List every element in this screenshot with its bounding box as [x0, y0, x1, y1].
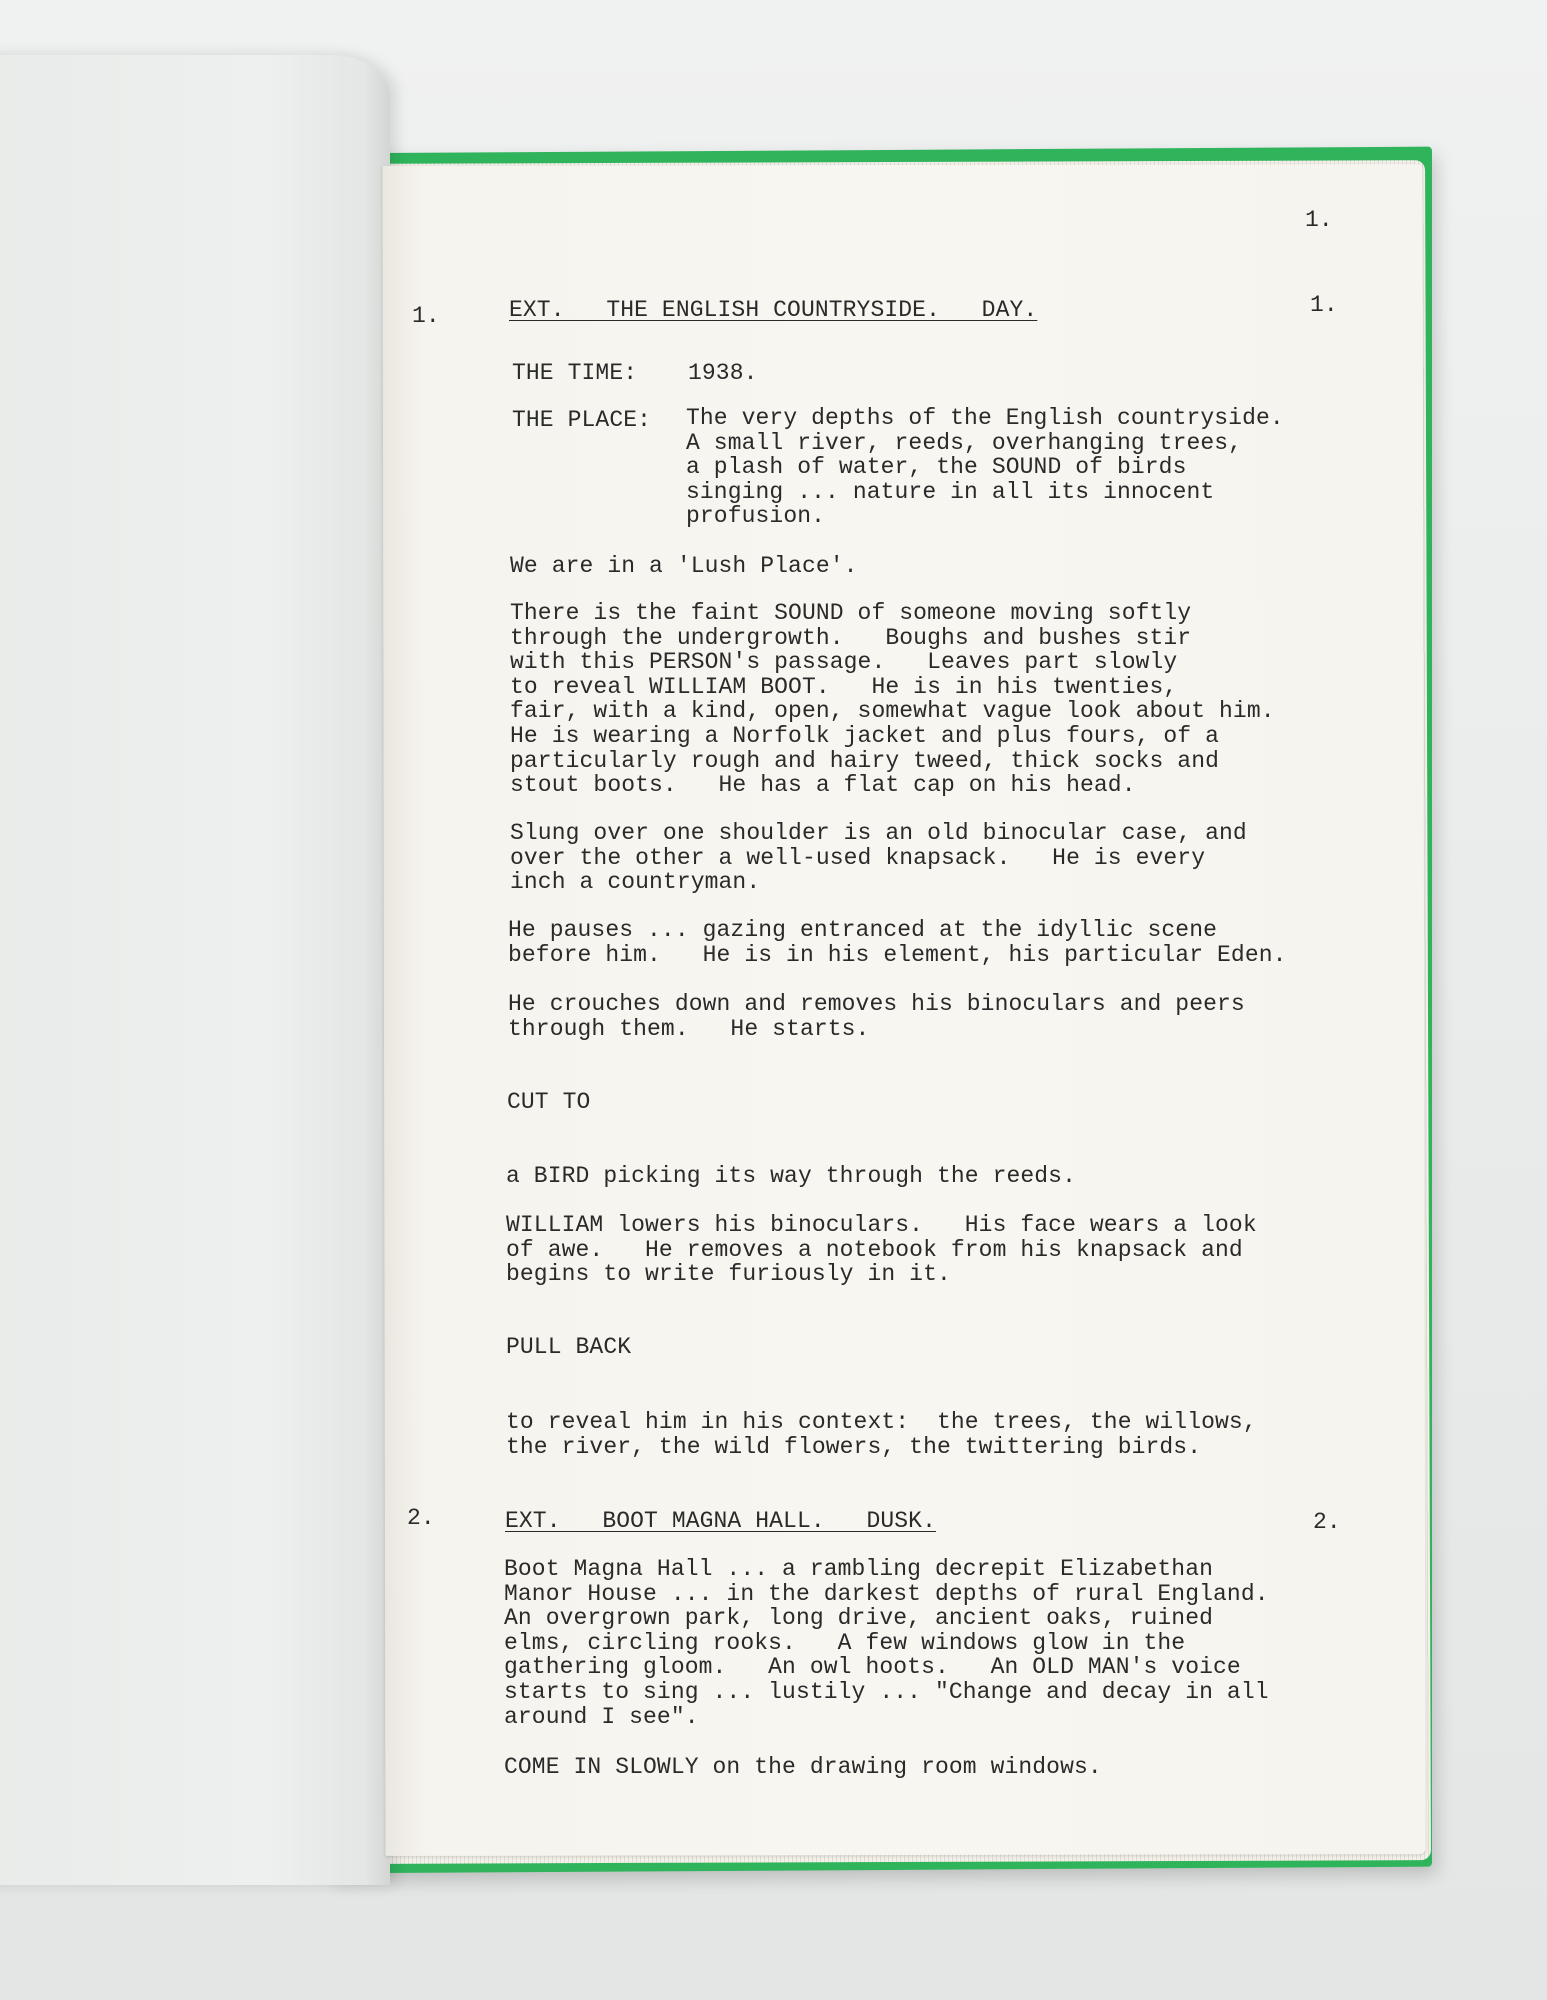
paragraph-line: WILLIAM lowers his binoculars. His face wears a look	[506, 1212, 1257, 1238]
scene1-heading: EXT. THE ENGLISH COUNTRYSIDE. DAY.	[509, 297, 1038, 323]
time-value: 1938.	[688, 360, 758, 386]
paragraph-line: over the other a well-used knapsack. He is every	[510, 844, 1206, 871]
paragraph-line: particularly rough and hairy tweed, thick socks and	[510, 747, 1220, 774]
paragraph-line: stout boots. He has a flat cap on his head.	[510, 772, 1136, 799]
paragraph-line: through the undergrowth. Boughs and bushes stir	[510, 624, 1192, 651]
bird-line: a BIRD picking its way through the reeds.	[506, 1163, 1076, 1189]
lush-place-line: We are in a 'Lush Place'.	[510, 553, 858, 579]
paragraph-line: inch a countryman.	[510, 869, 761, 896]
direction-pull-back: PULL BACK	[506, 1334, 632, 1360]
paragraph-line: the river, the wild flowers, the twittering birds.	[506, 1433, 1202, 1460]
place-line: The very depths of the English countryside.	[686, 405, 1284, 431]
paragraph-line: around I see".	[504, 1703, 699, 1730]
place-line: a plash of water, the SOUND of birds	[686, 454, 1187, 481]
paragraph-line: to reveal him in his context: the trees, the willows,	[506, 1409, 1257, 1435]
paragraph-line: He crouches down and removes his binoculars and peers	[508, 991, 1245, 1017]
scene2-number-right: 2.	[1313, 1509, 1341, 1535]
paragraph-line: Slung over one shoulder is an old binocular case, and	[510, 820, 1247, 846]
time-label: THE TIME:	[512, 360, 638, 386]
scene2-number-left: 2.	[407, 1505, 435, 1531]
paragraph-line: through them. He starts.	[508, 1015, 870, 1042]
place-line: profusion.	[686, 503, 826, 530]
paragraph-line: An overgrown park, long drive, ancient oaks, ruined	[504, 1605, 1214, 1632]
paragraph-line: He pauses ... gazing entranced at the idyllic scene	[508, 917, 1218, 943]
scene2-heading: EXT. BOOT MAGNA HALL. DUSK.	[505, 1508, 936, 1534]
scene1-number-right: 1.	[1310, 292, 1338, 318]
paragraph-line: to reveal WILLIAM BOOT. He is in his twenties,	[510, 673, 1178, 700]
paragraph-line: elms, circling rooks. A few windows glow in the	[504, 1629, 1186, 1656]
paragraph-line: begins to write furiously in it.	[506, 1261, 951, 1288]
paragraph-line: before him. He is in his element, his particular Eden.	[508, 941, 1287, 968]
paragraph-line: Manor House ... in the darkest depths of rural England.	[504, 1580, 1269, 1607]
paragraph-line: He is wearing a Norfolk jacket and plus fours, of a	[510, 723, 1220, 749]
paragraph-line: There is the faint SOUND of someone moving softly	[510, 600, 1192, 626]
page-number: 1.	[1305, 207, 1333, 233]
transition-cut-to: CUT TO	[507, 1089, 591, 1115]
place-line: singing ... nature in all its innocent	[686, 478, 1215, 505]
paragraph-line: gathering gloom. An owl hoots. An OLD MAN's voice	[504, 1654, 1241, 1681]
place-label: THE PLACE:	[512, 407, 652, 433]
direction-come-in-slowly: COME IN SLOWLY on the drawing room windows.	[504, 1754, 1102, 1780]
paragraph-line: starts to sing ... lustily ... "Change and decay in all	[504, 1679, 1269, 1705]
paragraph-line: with this PERSON's passage. Leaves part slowly	[510, 649, 1178, 676]
place-line: A small river, reeds, overhanging trees,	[686, 429, 1243, 456]
paragraph-line: of awe. He removes a notebook from his knapsack and	[506, 1236, 1243, 1263]
paragraph-line: fair, with a kind, open, somewhat vague look about him.	[510, 698, 1275, 725]
scene1-number-left: 1.	[412, 303, 440, 329]
paragraph-line: Boot Magna Hall ... a rambling decrepit Elizabethan	[504, 1556, 1214, 1582]
left-blank-page	[0, 55, 390, 1885]
